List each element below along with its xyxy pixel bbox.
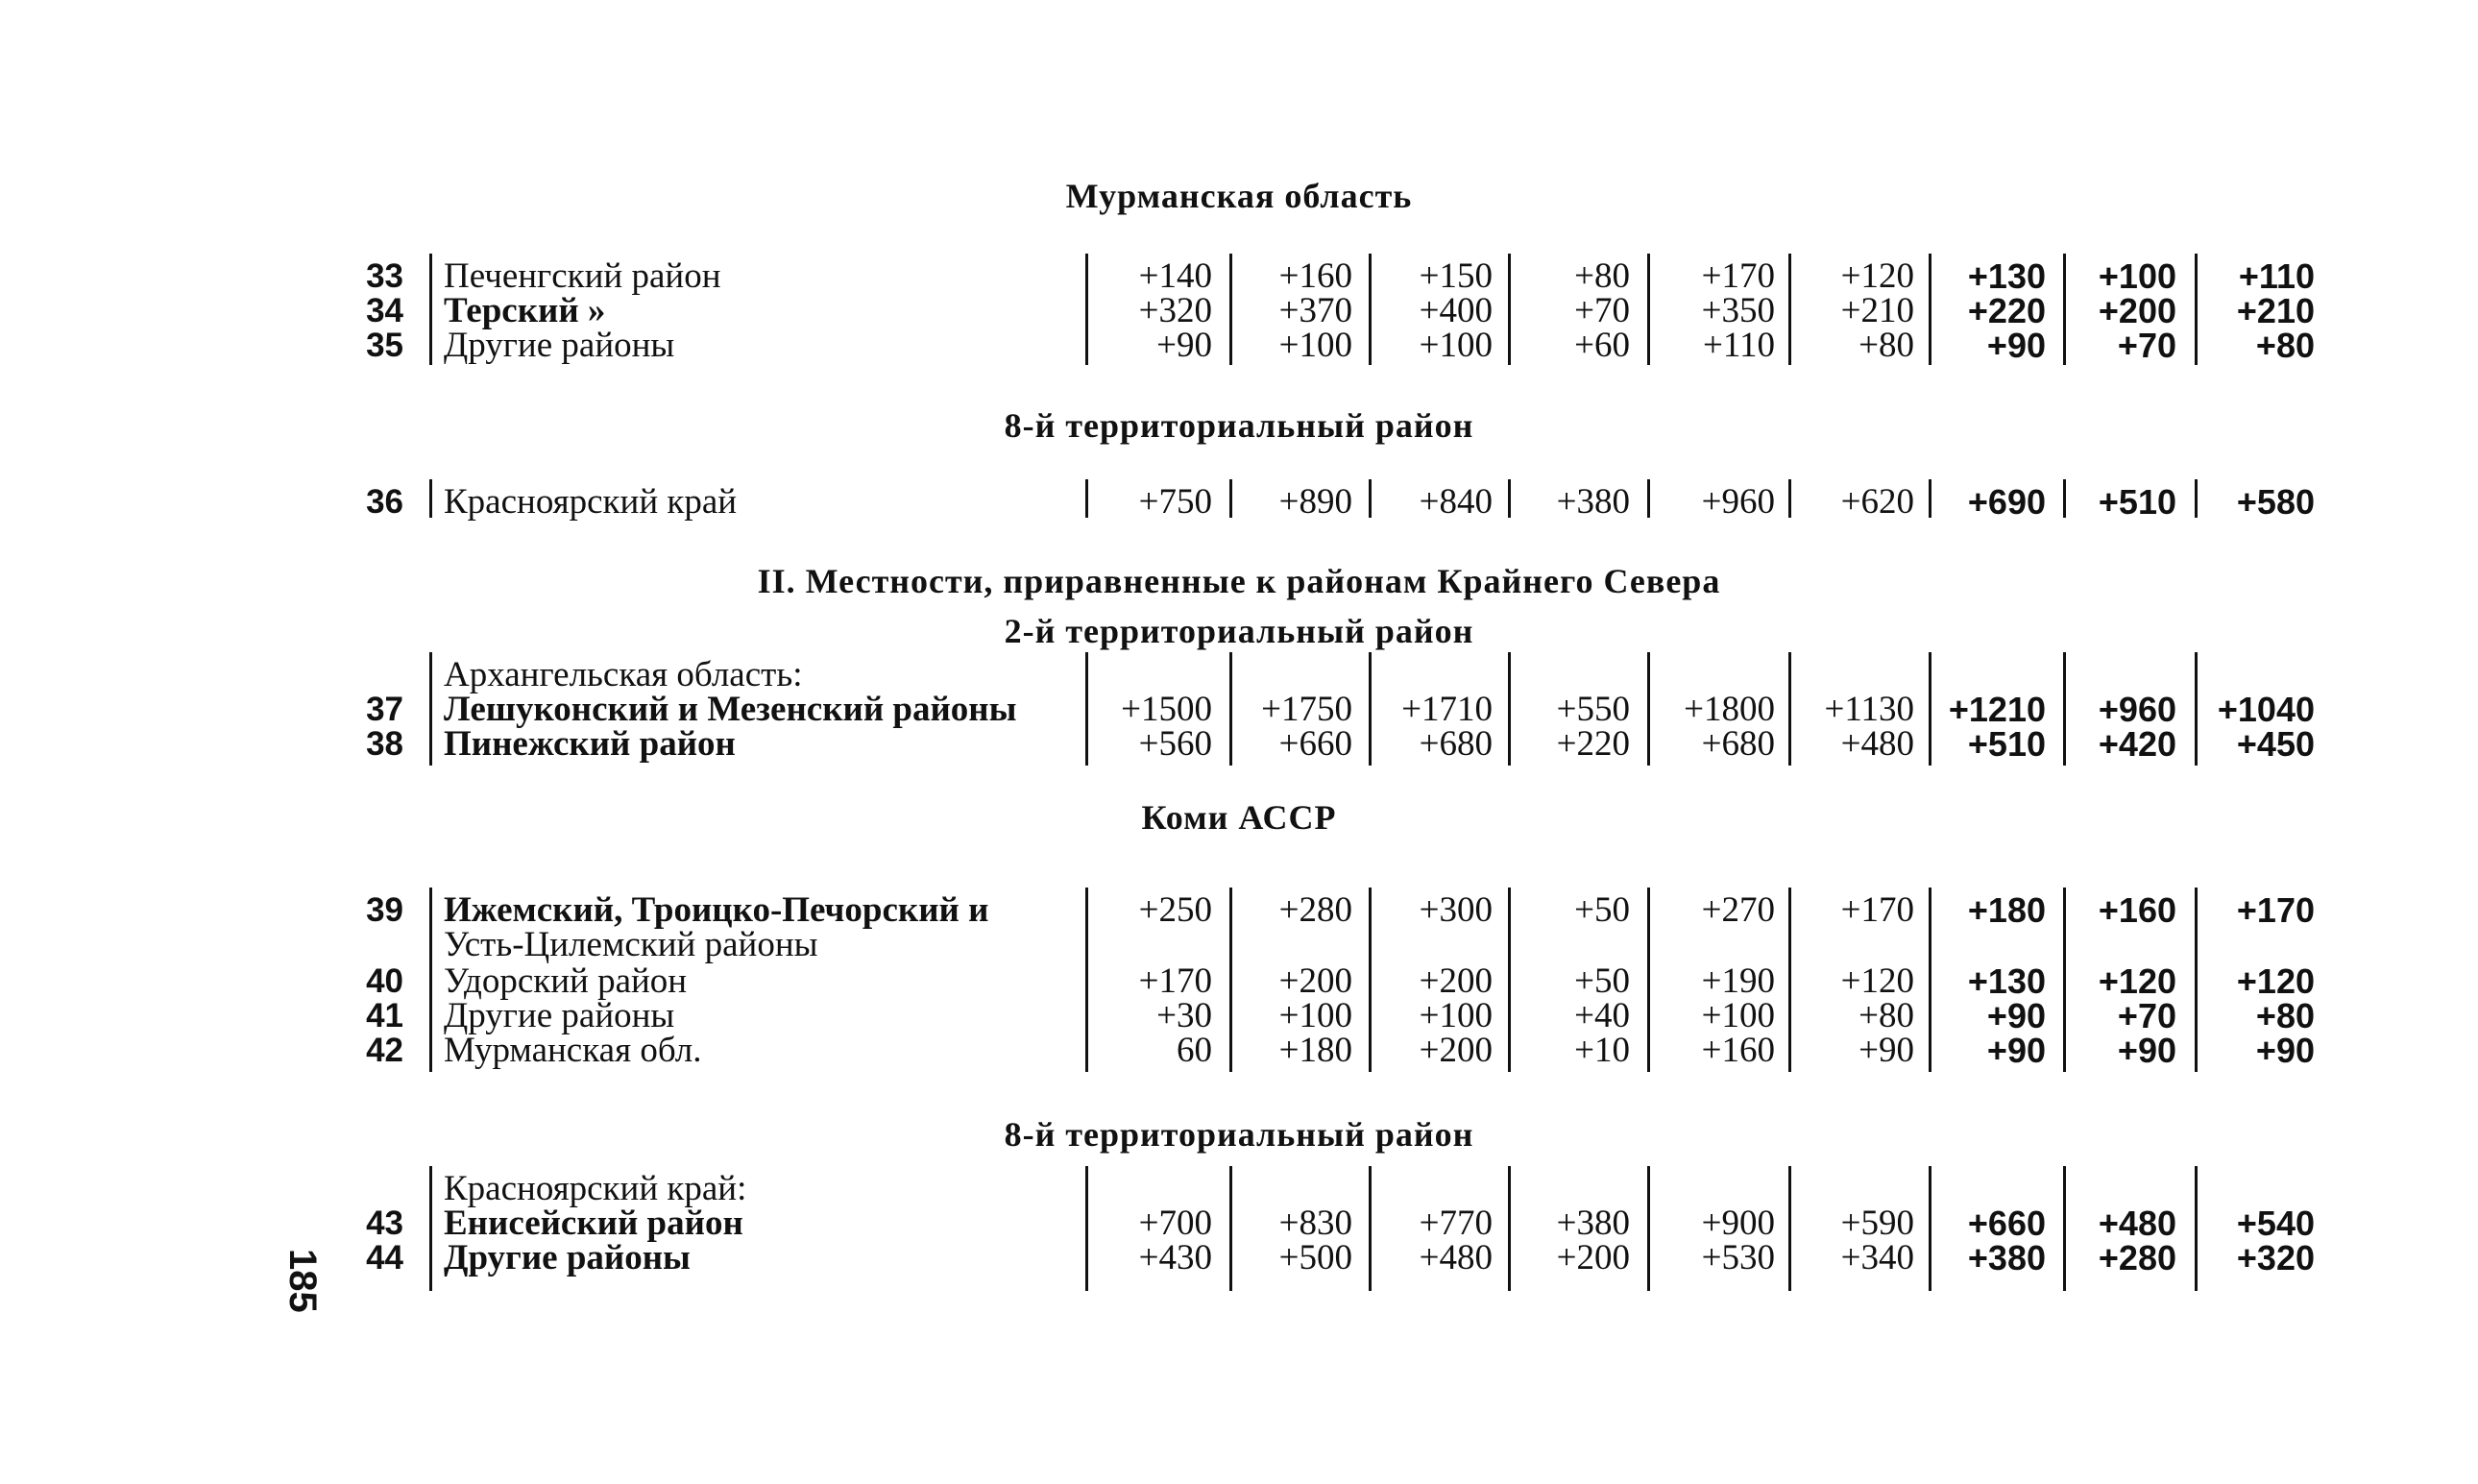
column-rule xyxy=(1929,254,1931,365)
value-cell: +960 xyxy=(1701,482,1775,522)
column-rule xyxy=(429,254,432,365)
value-cell: +220 xyxy=(1967,291,2046,330)
row-number: 37 xyxy=(366,691,403,728)
row-number: 40 xyxy=(366,962,403,1000)
column-rule xyxy=(2195,888,2198,1072)
district-name: Другие районы xyxy=(444,326,675,365)
value-cell: +250 xyxy=(1138,890,1212,930)
value-cell: +350 xyxy=(1701,291,1775,330)
value-cell: +130 xyxy=(1967,256,2046,296)
table-row xyxy=(0,328,2478,363)
column-rule xyxy=(1085,652,1088,766)
value-cell: +1750 xyxy=(1261,690,1352,729)
column-rule xyxy=(1229,652,1232,766)
column-rule xyxy=(1647,254,1650,365)
value-cell: +660 xyxy=(1278,724,1352,764)
column-rule xyxy=(1788,1166,1791,1291)
column-rule xyxy=(1929,652,1931,766)
value-cell: +500 xyxy=(1278,1238,1352,1277)
district-name: Лешуконский и Мезенский районы xyxy=(444,690,1017,729)
value-cell: +480 xyxy=(2098,1204,2176,1243)
column-rule xyxy=(429,888,432,1072)
district-name: Архангельская область: xyxy=(444,655,803,694)
value-cell: +120 xyxy=(1840,256,1914,296)
column-rule xyxy=(1508,479,1511,518)
value-cell: +100 xyxy=(1278,326,1352,365)
value-cell: +200 xyxy=(2098,291,2176,330)
value-cell: +90 xyxy=(1986,1031,2046,1070)
value-cell: +100 xyxy=(1278,996,1352,1035)
column-rule xyxy=(1929,479,1931,518)
group-label-row xyxy=(0,1169,2478,1208)
row-number: 41 xyxy=(366,997,403,1034)
value-cell: +180 xyxy=(1278,1031,1352,1070)
row-number: 35 xyxy=(366,327,403,364)
table-row xyxy=(0,890,2478,930)
row-number: 44 xyxy=(366,1239,403,1277)
column-rule xyxy=(429,479,432,518)
value-cell: +120 xyxy=(2098,961,2176,1001)
column-rule xyxy=(2063,479,2066,518)
district-name: Печенгский район xyxy=(444,256,721,296)
value-cell: +50 xyxy=(1574,961,1630,1001)
column-rule xyxy=(1085,479,1088,518)
value-cell: +200 xyxy=(1278,961,1352,1001)
column-rule xyxy=(1229,1166,1232,1291)
row-number: 38 xyxy=(366,725,403,763)
value-cell: +180 xyxy=(1967,890,2046,930)
value-cell: +170 xyxy=(1138,961,1212,1001)
value-cell: +750 xyxy=(1138,482,1212,522)
value-cell: +90 xyxy=(2117,1031,2176,1070)
table-row xyxy=(0,961,2478,1001)
group-label-row xyxy=(0,655,2478,694)
value-cell: +510 xyxy=(1967,724,2046,764)
value-cell: 60 xyxy=(1177,1031,1212,1070)
value-cell: +320 xyxy=(2236,1238,2315,1277)
value-cell: +270 xyxy=(1701,890,1775,930)
column-rule xyxy=(1085,254,1088,365)
value-cell: +430 xyxy=(1138,1238,1212,1277)
value-cell: +380 xyxy=(1967,1238,2046,1277)
value-cell: +380 xyxy=(1556,1204,1630,1243)
value-cell: +110 xyxy=(1703,326,1775,365)
value-cell: +100 xyxy=(2098,256,2176,296)
column-rule xyxy=(1929,1166,1931,1291)
column-rule xyxy=(2063,254,2066,365)
value-cell: +400 xyxy=(1419,291,1493,330)
value-cell: +60 xyxy=(1574,326,1630,365)
column-rule xyxy=(2195,1166,2198,1291)
row-number: 42 xyxy=(366,1032,403,1069)
value-cell: +680 xyxy=(1701,724,1775,764)
district-name: Красноярский край xyxy=(444,482,738,522)
value-cell: +160 xyxy=(1278,256,1352,296)
district-name: Усть-Цилемский районы xyxy=(444,925,818,964)
value-cell: +320 xyxy=(1138,291,1212,330)
value-cell: +150 xyxy=(1419,256,1493,296)
table-row xyxy=(0,291,2478,330)
value-cell: +170 xyxy=(2236,890,2315,930)
value-cell: +590 xyxy=(1840,1204,1914,1243)
value-cell: +840 xyxy=(1419,482,1493,522)
district-name: Пинежский район xyxy=(444,724,736,764)
value-cell: +830 xyxy=(1278,1204,1352,1243)
value-cell: +90 xyxy=(1986,996,2046,1035)
column-rule xyxy=(1085,1166,1088,1291)
row-number: 43 xyxy=(366,1204,403,1242)
district-name: Енисейский район xyxy=(444,1204,743,1243)
value-cell: +700 xyxy=(1138,1204,1212,1243)
value-cell: +50 xyxy=(1574,890,1630,930)
value-cell: +480 xyxy=(1419,1238,1493,1277)
value-cell: +90 xyxy=(1986,326,2046,365)
column-rule xyxy=(1647,652,1650,766)
value-cell: +510 xyxy=(2098,482,2176,522)
value-cell: +40 xyxy=(1574,996,1630,1035)
value-cell: +80 xyxy=(2255,326,2315,365)
value-cell: +210 xyxy=(1840,291,1914,330)
value-cell: +770 xyxy=(1419,1204,1493,1243)
value-cell: +170 xyxy=(1701,256,1775,296)
value-cell: +550 xyxy=(1556,690,1630,729)
value-cell: +200 xyxy=(1419,961,1493,1001)
value-cell: +420 xyxy=(2098,724,2176,764)
value-cell: +620 xyxy=(1840,482,1914,522)
value-cell: +110 xyxy=(2238,256,2315,296)
value-cell: +280 xyxy=(2098,1238,2176,1277)
district-name: Ижемский, Троицко-Печорский и xyxy=(444,890,989,930)
value-cell: +80 xyxy=(1858,326,1914,365)
value-cell: +1710 xyxy=(1401,690,1493,729)
value-cell: +80 xyxy=(1858,996,1914,1035)
value-cell: +220 xyxy=(1556,724,1630,764)
district-name: Терский » xyxy=(444,291,606,330)
value-cell: +160 xyxy=(2098,890,2176,930)
column-rule xyxy=(1369,1166,1372,1291)
value-cell: +380 xyxy=(1556,482,1630,522)
table-row xyxy=(0,1206,2478,1241)
value-cell: +1800 xyxy=(1684,690,1775,729)
value-cell: +90 xyxy=(1858,1031,1914,1070)
value-cell: +160 xyxy=(1701,1031,1775,1070)
column-rule xyxy=(1929,888,1931,1072)
value-cell: +530 xyxy=(1701,1238,1775,1277)
district-name: Мурманская обл. xyxy=(444,1031,702,1070)
value-cell: +540 xyxy=(2236,1204,2315,1243)
column-rule xyxy=(1369,479,1372,518)
table-row-continuation xyxy=(0,925,2478,964)
table-row xyxy=(0,690,2478,729)
column-rule xyxy=(1508,1166,1511,1291)
value-cell: +960 xyxy=(2098,690,2176,729)
value-cell: +1040 xyxy=(2217,690,2315,729)
column-rule xyxy=(2063,1166,2066,1291)
table-row xyxy=(0,1238,2478,1277)
column-rule xyxy=(1369,254,1372,365)
column-rule xyxy=(429,652,432,766)
district-name: Другие районы xyxy=(444,996,675,1035)
column-rule xyxy=(1369,888,1372,1072)
value-cell: +1500 xyxy=(1121,690,1212,729)
value-cell: +680 xyxy=(1419,724,1493,764)
heading-territorial-district-8-b: 8-й территориальный район xyxy=(1004,1115,1474,1154)
heading-section-2: II. Местности, приравненные к районам Крайнего Севера xyxy=(757,562,1721,600)
value-cell: +300 xyxy=(1419,890,1493,930)
column-rule xyxy=(429,1166,432,1291)
table-row xyxy=(0,482,2478,522)
table-row xyxy=(0,1031,2478,1070)
table-row xyxy=(0,996,2478,1035)
row-number: 34 xyxy=(366,292,403,329)
value-cell: +130 xyxy=(1967,961,2046,1001)
column-rule xyxy=(1229,254,1232,365)
column-rule xyxy=(1647,1166,1650,1291)
value-cell: +280 xyxy=(1278,890,1352,930)
heading-territorial-district-8: 8-й территориальный район xyxy=(1004,406,1474,445)
district-name: Другие районы xyxy=(444,1238,691,1277)
column-rule xyxy=(1508,652,1511,766)
value-cell: +30 xyxy=(1156,996,1212,1035)
value-cell: +70 xyxy=(2117,996,2176,1035)
column-rule xyxy=(2195,479,2198,518)
value-cell: +1130 xyxy=(1824,690,1914,729)
value-cell: +900 xyxy=(1701,1204,1775,1243)
table-row xyxy=(0,724,2478,764)
column-rule xyxy=(1788,479,1791,518)
column-rule xyxy=(1647,479,1650,518)
column-rule xyxy=(2063,652,2066,766)
value-cell: +890 xyxy=(1278,482,1352,522)
value-cell: +480 xyxy=(1840,724,1914,764)
value-cell: +100 xyxy=(1701,996,1775,1035)
heading-komi-assr: Коми АССР xyxy=(1141,798,1337,837)
value-cell: +210 xyxy=(2236,291,2315,330)
row-number: 33 xyxy=(366,257,403,295)
column-rule xyxy=(2195,652,2198,766)
heading-murmansk-oblast: Мурманская область xyxy=(1065,177,1413,215)
value-cell: +70 xyxy=(1574,291,1630,330)
column-rule xyxy=(1229,479,1232,518)
row-number: 39 xyxy=(366,891,403,929)
page-number: 185 xyxy=(281,1249,324,1313)
value-cell: +340 xyxy=(1840,1238,1914,1277)
value-cell: +580 xyxy=(2236,482,2315,522)
value-cell: +170 xyxy=(1840,890,1914,930)
value-cell: +10 xyxy=(1574,1031,1630,1070)
value-cell: +100 xyxy=(1419,326,1493,365)
district-name: Красноярский край: xyxy=(444,1169,747,1208)
column-rule xyxy=(1788,254,1791,365)
value-cell: +120 xyxy=(1840,961,1914,1001)
value-cell: +560 xyxy=(1138,724,1212,764)
column-rule xyxy=(1647,888,1650,1072)
column-rule xyxy=(1085,888,1088,1072)
value-cell: +70 xyxy=(2117,326,2176,365)
column-rule xyxy=(2063,888,2066,1072)
heading-territorial-district-2: 2-й территориальный район xyxy=(1004,612,1474,650)
value-cell: +80 xyxy=(1574,256,1630,296)
district-name: Удорский район xyxy=(444,961,688,1001)
value-cell: +90 xyxy=(2255,1031,2315,1070)
value-cell: +120 xyxy=(2236,961,2315,1001)
value-cell: +190 xyxy=(1701,961,1775,1001)
column-rule xyxy=(1508,888,1511,1072)
column-rule xyxy=(2195,254,2198,365)
row-number: 36 xyxy=(366,483,403,521)
value-cell: +660 xyxy=(1967,1204,2046,1243)
value-cell: +690 xyxy=(1967,482,2046,522)
value-cell: +100 xyxy=(1419,996,1493,1035)
column-rule xyxy=(1508,254,1511,365)
value-cell: +90 xyxy=(1156,326,1212,365)
column-rule xyxy=(1369,652,1372,766)
column-rule xyxy=(1229,888,1232,1072)
value-cell: +370 xyxy=(1278,291,1352,330)
value-cell: +140 xyxy=(1138,256,1212,296)
value-cell: +80 xyxy=(2255,996,2315,1035)
value-cell: +200 xyxy=(1556,1238,1630,1277)
table-row xyxy=(0,256,2478,296)
value-cell: +1210 xyxy=(1948,690,2046,729)
value-cell: +200 xyxy=(1419,1031,1493,1070)
column-rule xyxy=(1788,652,1791,766)
value-cell: +450 xyxy=(2236,724,2315,764)
column-rule xyxy=(1788,888,1791,1072)
